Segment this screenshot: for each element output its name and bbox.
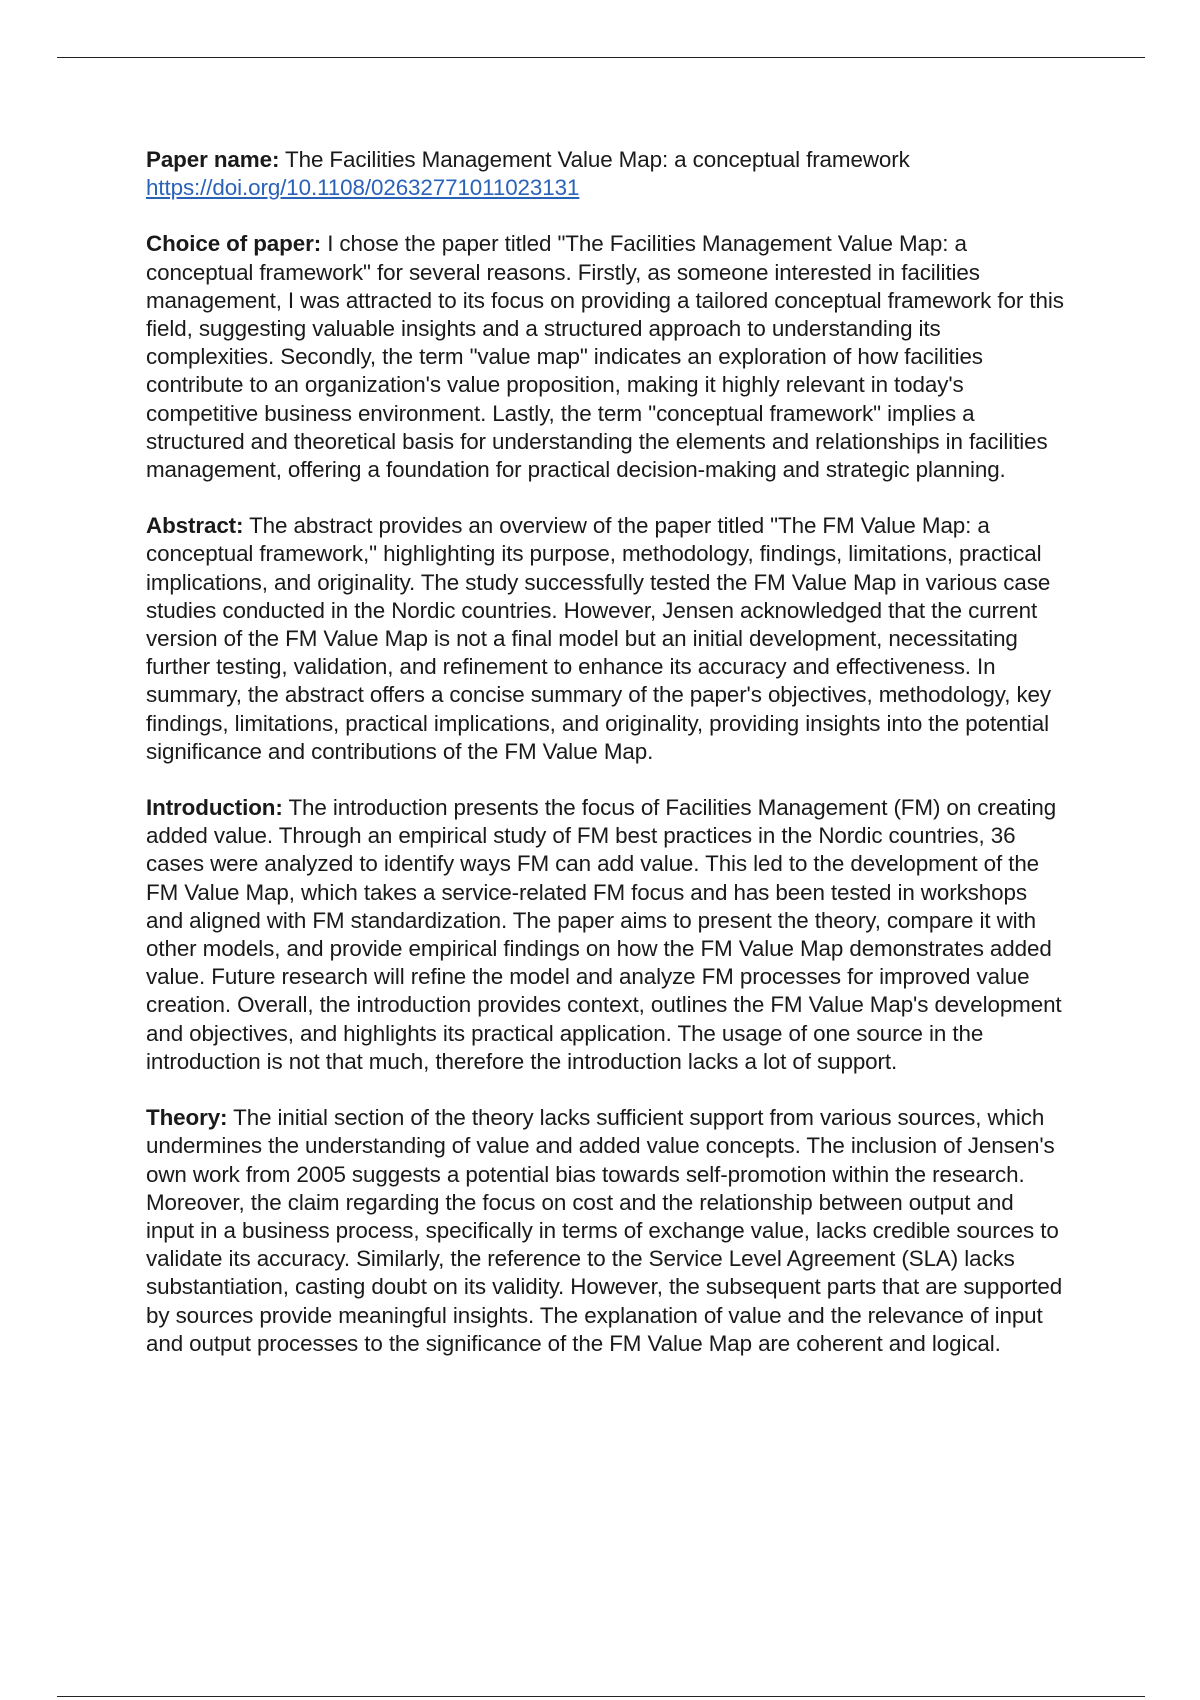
choice-of-paper-text: I chose the paper titled "The Facilities Management Value Map: a conceptual framework" for several reasons. Firstly, as someone interested in facilities management, I was attracted to its focus on providing a tailored conceptual framework for this field, suggesting valuable insights and a structured approach to understanding its complexities. Secondly, the term "value map" indicates an exploration of how facilities contribute to an organization's value proposition, making it highly relevant in today's competitive business environment. Lastly, the term "conceptual framework" implies a structured and theoretical basis for understanding the elements and relationships in facilities management, offering a foundation for practical decision-making and strategic planning. [146, 231, 1064, 483]
paper-name-text: The Facilities Management Value Map: a conceptual framework [285, 147, 910, 172]
introduction-text: The introduction presents the focus of Facilities Management (FM) on creating added value. Through an empirical study of FM best practices in the Nordic countries, 36 cases were analyzed to identify ways FM can add value. This led to the development of the FM Value Map, which takes a service-related FM focus and has been tested in workshops and aligned with FM standardization. The paper aims to present the theory, compare it with other models, and provide empirical findings on how the FM Value Map demonstrates added value. Future research will refine the model and analyze FM processes for improved value creation. Overall, the introduction provides context, outlines the FM Value Map's development and objectives, and highlights its practical application. The usage of one source in the introduction is not that much, therefore the introduction lacks a lot of support. [146, 795, 1062, 1074]
bottom-rule [57, 1696, 1145, 1697]
introduction-section [146, 794, 1066, 1076]
doi-link[interactable]: https://doi.org/10.1108/02632771011023131 [146, 175, 580, 201]
top-rule [57, 57, 1145, 58]
theory-section [146, 1104, 1066, 1358]
choice-of-paper-section [146, 230, 1066, 484]
theory-text: The initial section of the theory lacks sufficient support from various sources, which undermines the understanding of value and added value concepts. The inclusion of Jensen's own work from 2005 suggests a potential bias towards self-promotion within the research. Moreover, the claim regarding the focus on cost and the relationship between output and input in a business process, specifically in terms of exchange value, lacks credible sources to validate its accuracy. Similarly, the reference to the Service Level Agreement (SLA) lacks substantiation, casting doubt on its validity. However, the subsequent parts that are supported by sources provide meaningful insights. The explanation of value and the relevance of input and output processes to the significance of the FM Value Map are coherent and logical. [146, 1105, 1063, 1356]
document-body [146, 146, 1066, 1386]
introduction-label: Introduction: [146, 795, 283, 821]
abstract-label: Abstract: [146, 513, 244, 539]
abstract-text: The abstract provides an overview of the paper titled "The FM Value Map: a conceptual framework," highlighting its purpose, methodology, findings, limitations, practical implications, and originality. The study successfully tested the FM Value Map in various case studies conducted in the Nordic countries. However, Jensen acknowledged that the current version of the FM Value Map is not a final model but an initial development, necessitating further testing, validation, and refinement to enhance its accuracy and effectiveness. In summary, the abstract offers a concise summary of the paper's objectives, methodology, key findings, limitations, practical implications, and originality, providing insights into the potential significance and contributions of the FM Value Map. [146, 513, 1051, 764]
theory-label: Theory: [146, 1105, 228, 1131]
abstract-section [146, 512, 1066, 766]
paper-name-section [146, 146, 1066, 202]
choice-of-paper-label: Choice of paper: [146, 231, 322, 257]
paper-name-label: Paper name: [146, 147, 280, 172]
